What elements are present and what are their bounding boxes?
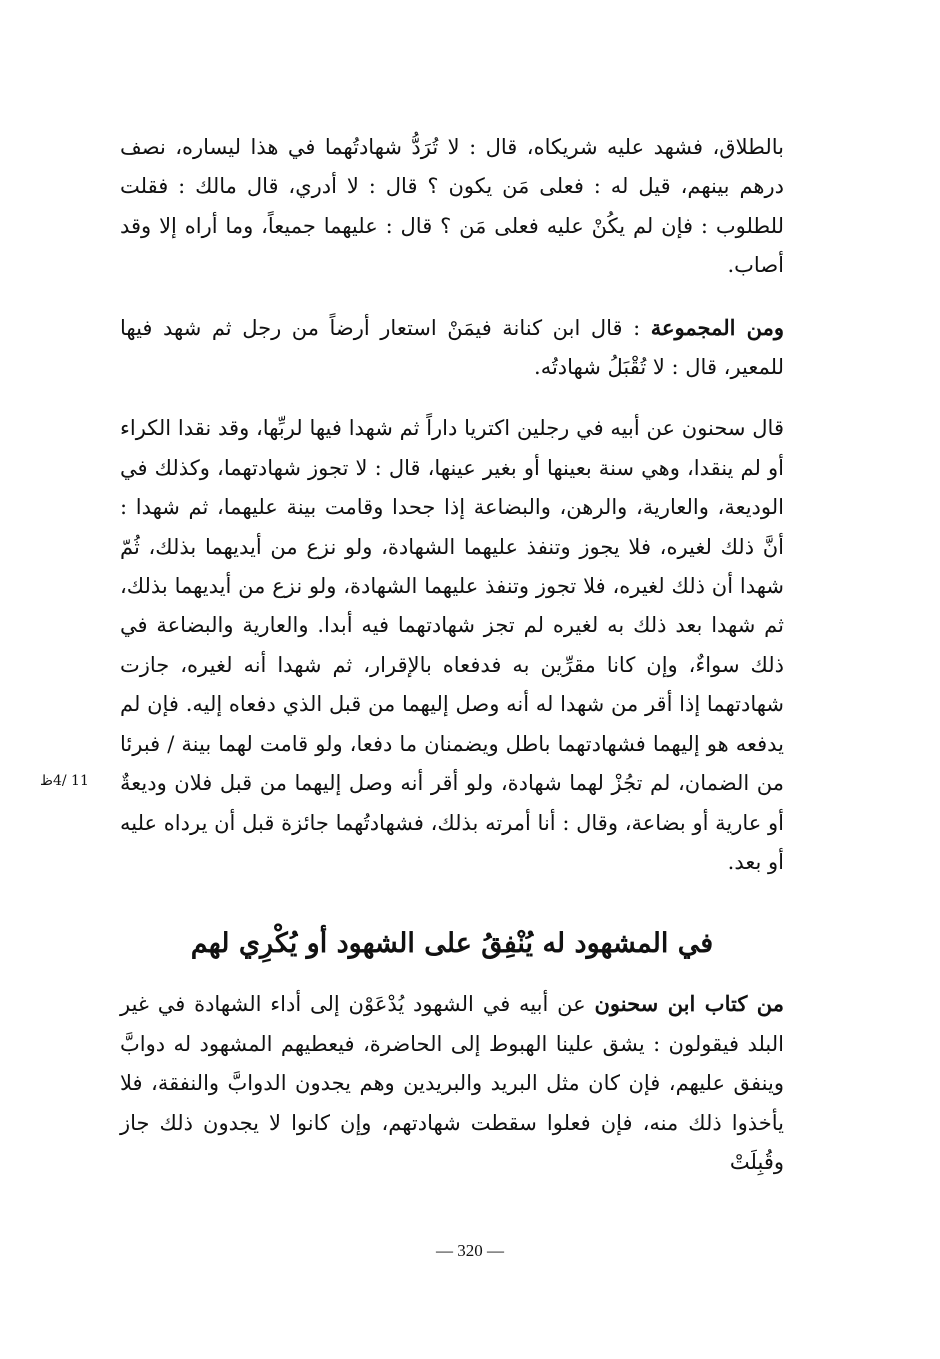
- paragraph-3: قال سحنون عن أبيه في رجلين اكتريا داراً ثم شهدا فيها لربِّها، وقد نقدا الكراء أو لم ينقدا، وهي سنة بعينها أو بغير عينها، قال : لا تجوز شهادتهما، وكذلك في الوديعة، والعارية، والرهن، والبضاعة إذا جحدا وقامت بينة عليهما، ثم شهدا : أنَّ ذلك لغيره، فلا يجوز وتنفذ عليهما الشهادة، ولو نزع من أيديهما بذلك، ثُمّ شهدا أن ذلك لغيره، فلا تجوز وتنفذ عليهما الشهادة، ولو نزع من أيديهما بذلك، ثم شهدا بعد ذلك به لغيره لم تجز شهادتهما فيه أبدا. والعارية والبضاعة في ذلك سواءٌ، وإن كانا مقرِّين به فدفعاه بالإقرار، ثم شهدا أنه لغيره، جازت شهادتهما إذا أقر من شهدا له أنه وصل إليهما من قبل الذي دفعاه إليه. فإن لم يدفعه هو إليهما فشهادتهما باطل ويضمنان ما دفعا، ولو قامت لهما بينة / فبرئا من الضمان، لم تجُزْ لهما شهادة، ولو أقر أنه وصل إليهما من قبل فلان وديعةٌ أو عارية أو بضاعة، وقال : أنا أمرته بذلك، فشهادتُهما جائزة قبل أن يرداه عليه أو بعد.: [120, 416, 784, 874]
- paragraph-4-text: عن أبيه في الشهود يُدْعَوْن إلى أداء الشهادة في غير البلد فيقولون : يشق علينا الهبوط إلى الحاضرة، فيعطيهم المشهود له دوابَّ وينفق عليهم، فإن كان مثل البريد والبريدين وهم يجدون الدوابَّ والنفقة، فلا يأخذوا ذلك منه، فإن فعلوا سقطت شهادتهم، وإن كانوا لا يجدون ذلك جاز وقُبِلَتْ: [120, 992, 784, 1174]
- paragraph-1: بالطلاق، فشهد عليه شريكاه، قال : لا تُرَدُّ شهادتُهما في هذا ليساره، نصف درهم بينهم، قيل له : فعلى مَن يكون ؟ قال : لا أدري، قال مالك : فقلت للطلوب : فإن لم يكُنْ عليه فعلى مَن ؟ قال : عليهما جميعاً، وما أراه إلا وقد أصاب.: [120, 135, 784, 278]
- paragraph-4: [120, 984, 784, 1182]
- paragraph-2: [120, 308, 784, 388]
- paragraph-2-source-label: ومن المجموعة: [650, 314, 784, 340]
- paragraph-2-text: : قال ابن كنانة فيمَنْ استعار أرضاً من رجل ثم شهد فيها للمعير، قال : لا تُقْبَلُ شهادتُه.: [120, 315, 784, 380]
- section-heading: في المشهود له يُنْفِقُ على الشهود أو يُكْرِي لهم: [190, 928, 714, 960]
- page-body: [120, 128, 784, 1182]
- manuscript-folio-note: 11 /4ظ: [40, 773, 89, 789]
- page-number: — 320 —: [436, 1241, 504, 1260]
- paragraph-4-source-label: من كتاب ابن سحنون: [594, 991, 784, 1017]
